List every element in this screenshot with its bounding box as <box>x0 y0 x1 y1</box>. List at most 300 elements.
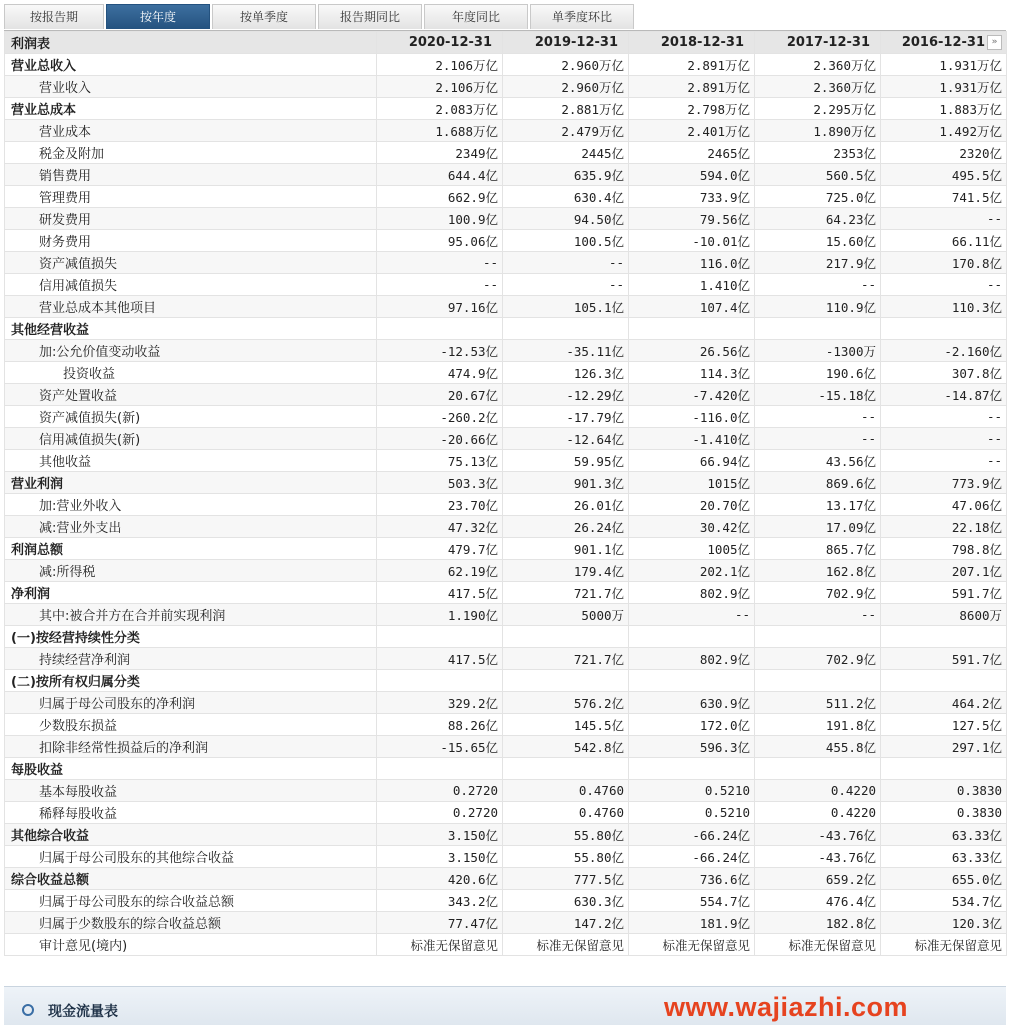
table-cell <box>755 626 881 648</box>
table-row <box>5 604 1007 626</box>
table-cell: 901.1亿 <box>503 538 629 560</box>
table-cell: 741.5亿 <box>881 186 1007 208</box>
table-cell: 标准无保留意见 <box>755 934 881 956</box>
table-cell: 736.6亿 <box>629 868 755 890</box>
table-row <box>5 208 1007 230</box>
table-cell: 0.4220 <box>755 780 881 802</box>
table-cell: 659.2亿 <box>755 868 881 890</box>
tab-0[interactable]: 按报告期 <box>4 4 104 29</box>
table-row <box>5 780 1007 802</box>
tab-1[interactable]: 按年度 <box>106 4 210 29</box>
row-label: 其他收益 <box>5 450 377 472</box>
row-label: 基本每股收益 <box>5 780 377 802</box>
table-cell: 5000万 <box>503 604 629 626</box>
table-cell: 798.8亿 <box>881 538 1007 560</box>
row-label: 归属于母公司股东的净利润 <box>5 692 377 714</box>
table-cell: -- <box>881 450 1007 472</box>
table-cell: -35.11亿 <box>503 340 629 362</box>
table-cell: 2.881万亿 <box>503 98 629 120</box>
table-cell: -260.2亿 <box>377 406 503 428</box>
table-cell <box>755 318 881 340</box>
table-cell <box>377 758 503 780</box>
tab-3[interactable]: 报告期同比 <box>318 4 422 29</box>
table-cell: 100.9亿 <box>377 208 503 230</box>
row-label: (二)按所有权归属分类 <box>5 670 377 692</box>
table-cell: 1015亿 <box>629 472 755 494</box>
table-cell: 20.67亿 <box>377 384 503 406</box>
table-cell: 542.8亿 <box>503 736 629 758</box>
table-cell: 62.19亿 <box>377 560 503 582</box>
table-title: 利润表 <box>5 32 377 54</box>
table-cell: 560.5亿 <box>755 164 881 186</box>
table-cell: 901.3亿 <box>503 472 629 494</box>
table-cell: 100.5亿 <box>503 230 629 252</box>
table-cell: 标准无保留意见 <box>503 934 629 956</box>
table-row <box>5 824 1007 846</box>
report-period-tabs <box>4 4 636 31</box>
table-cell: 0.3830 <box>881 780 1007 802</box>
table-cell: -- <box>755 428 881 450</box>
table-row <box>5 296 1007 318</box>
table-cell: -- <box>881 274 1007 296</box>
column-date-label: 2017-12-31 <box>786 35 870 50</box>
table-cell: 2320亿 <box>881 142 1007 164</box>
tab-2[interactable]: 按单季度 <box>212 4 316 29</box>
table-cell: 120.3亿 <box>881 912 1007 934</box>
table-cell: 126.3亿 <box>503 362 629 384</box>
row-label: 每股收益 <box>5 758 377 780</box>
table-cell: 417.5亿 <box>377 648 503 670</box>
table-row <box>5 318 1007 340</box>
row-label: 投资收益 <box>5 362 377 384</box>
table-cell: -- <box>503 274 629 296</box>
table-cell: 655.0亿 <box>881 868 1007 890</box>
table-cell <box>881 626 1007 648</box>
table-cell: 474.9亿 <box>377 362 503 384</box>
table-cell: -1300万 <box>755 340 881 362</box>
column-header-date <box>377 32 503 54</box>
table-cell: 3.150亿 <box>377 824 503 846</box>
row-label: 加:公允价值变动收益 <box>5 340 377 362</box>
table-cell: 17.09亿 <box>755 516 881 538</box>
table-row <box>5 868 1007 890</box>
table-cell: 110.9亿 <box>755 296 881 318</box>
table-cell: 2.891万亿 <box>629 54 755 76</box>
table-cell: 576.2亿 <box>503 692 629 714</box>
table-cell: 标准无保留意见 <box>377 934 503 956</box>
table-row <box>5 76 1007 98</box>
table-row <box>5 516 1007 538</box>
table-cell: -10.01亿 <box>629 230 755 252</box>
table-cell: 297.1亿 <box>881 736 1007 758</box>
table-row <box>5 472 1007 494</box>
table-cell: 417.5亿 <box>377 582 503 604</box>
table-cell: 591.7亿 <box>881 648 1007 670</box>
table-cell: 170.8亿 <box>881 252 1007 274</box>
row-label: 综合收益总额 <box>5 868 377 890</box>
table-row <box>5 142 1007 164</box>
table-cell: 64.23亿 <box>755 208 881 230</box>
table-cell: 455.8亿 <box>755 736 881 758</box>
income-statement-table <box>4 31 1007 956</box>
table-cell: 1.931万亿 <box>881 54 1007 76</box>
table-row <box>5 494 1007 516</box>
row-label: 营业总成本 <box>5 98 377 120</box>
column-date-label: 2016-12-31 <box>901 35 985 50</box>
table-cell: 217.9亿 <box>755 252 881 274</box>
table-cell: 191.8亿 <box>755 714 881 736</box>
table-row <box>5 934 1007 956</box>
table-cell: 55.80亿 <box>503 824 629 846</box>
table-cell: -- <box>755 274 881 296</box>
table-cell <box>629 670 755 692</box>
table-row <box>5 384 1007 406</box>
table-cell: 725.0亿 <box>755 186 881 208</box>
row-label: 归属于少数股东的综合收益总额 <box>5 912 377 934</box>
table-cell: 172.0亿 <box>629 714 755 736</box>
table-cell: 495.5亿 <box>881 164 1007 186</box>
table-cell: 721.7亿 <box>503 648 629 670</box>
table-cell: 1.883万亿 <box>881 98 1007 120</box>
table-row <box>5 274 1007 296</box>
table-cell: 26.01亿 <box>503 494 629 516</box>
table-cell: 63.33亿 <box>881 824 1007 846</box>
table-cell: 145.5亿 <box>503 714 629 736</box>
table-cell: -- <box>503 252 629 274</box>
row-label: 扣除非经常性损益后的净利润 <box>5 736 377 758</box>
table-cell: 773.9亿 <box>881 472 1007 494</box>
table-row <box>5 714 1007 736</box>
table-cell: 77.47亿 <box>377 912 503 934</box>
table-cell: 23.70亿 <box>377 494 503 516</box>
table-cell: 97.16亿 <box>377 296 503 318</box>
table-cell: 110.3亿 <box>881 296 1007 318</box>
table-cell: -7.420亿 <box>629 384 755 406</box>
table-cell: 1.688万亿 <box>377 120 503 142</box>
table-cell: -- <box>377 274 503 296</box>
table-cell: 1.410亿 <box>629 274 755 296</box>
table-row <box>5 428 1007 450</box>
row-label: 审计意见(境内) <box>5 934 377 956</box>
table-cell: 55.80亿 <box>503 846 629 868</box>
table-cell: 869.6亿 <box>755 472 881 494</box>
row-label: 减:所得税 <box>5 560 377 582</box>
table-cell: 802.9亿 <box>629 582 755 604</box>
row-label: 其他经营收益 <box>5 318 377 340</box>
table-cell: 190.6亿 <box>755 362 881 384</box>
table-cell: 26.24亿 <box>503 516 629 538</box>
table-cell <box>755 670 881 692</box>
table-cell: 329.2亿 <box>377 692 503 714</box>
table-row <box>5 912 1007 934</box>
table-row <box>5 230 1007 252</box>
table-cell: 2.479万亿 <box>503 120 629 142</box>
table-cell: 94.50亿 <box>503 208 629 230</box>
table-cell: 0.4220 <box>755 802 881 824</box>
table-row <box>5 648 1007 670</box>
table-cell: 114.3亿 <box>629 362 755 384</box>
table-cell: 2.106万亿 <box>377 76 503 98</box>
table-cell: -43.76亿 <box>755 824 881 846</box>
table-cell: 2349亿 <box>377 142 503 164</box>
table-cell: -1.410亿 <box>629 428 755 450</box>
table-cell: 182.8亿 <box>755 912 881 934</box>
row-label: 税金及附加 <box>5 142 377 164</box>
table-cell: 594.0亿 <box>629 164 755 186</box>
table-cell: 0.5210 <box>629 802 755 824</box>
table-cell: 95.06亿 <box>377 230 503 252</box>
table-cell: 464.2亿 <box>881 692 1007 714</box>
table-cell: 162.8亿 <box>755 560 881 582</box>
table-cell: 147.2亿 <box>503 912 629 934</box>
table-row <box>5 406 1007 428</box>
table-cell: 2.960万亿 <box>503 76 629 98</box>
table-cell: 777.5亿 <box>503 868 629 890</box>
table-row <box>5 582 1007 604</box>
table-row <box>5 560 1007 582</box>
row-label: 研发费用 <box>5 208 377 230</box>
column-header-date <box>629 32 755 54</box>
table-cell: -15.18亿 <box>755 384 881 406</box>
row-label: 信用减值损失(新) <box>5 428 377 450</box>
table-cell: 2.360万亿 <box>755 54 881 76</box>
table-cell: 116.0亿 <box>629 252 755 274</box>
table-row <box>5 340 1007 362</box>
table-cell: 88.26亿 <box>377 714 503 736</box>
table-cell: 59.95亿 <box>503 450 629 472</box>
table-row <box>5 98 1007 120</box>
table-cell <box>377 626 503 648</box>
table-cell: 标准无保留意见 <box>881 934 1007 956</box>
table-cell: 8600万 <box>881 604 1007 626</box>
table-cell <box>503 670 629 692</box>
tab-5[interactable]: 单季度环比 <box>530 4 634 29</box>
table-cell: 534.7亿 <box>881 890 1007 912</box>
table-cell: 63.33亿 <box>881 846 1007 868</box>
table-cell: 1.890万亿 <box>755 120 881 142</box>
table-cell: 66.94亿 <box>629 450 755 472</box>
table-cell: 721.7亿 <box>503 582 629 604</box>
table-cell <box>881 318 1007 340</box>
table-cell: 30.42亿 <box>629 516 755 538</box>
table-cell: 0.4760 <box>503 780 629 802</box>
table-row <box>5 802 1007 824</box>
table-row <box>5 626 1007 648</box>
table-row <box>5 186 1007 208</box>
table-cell: 420.6亿 <box>377 868 503 890</box>
table-cell: 503.3亿 <box>377 472 503 494</box>
table-cell: -12.29亿 <box>503 384 629 406</box>
row-label: 营业总收入 <box>5 54 377 76</box>
table-cell: 511.2亿 <box>755 692 881 714</box>
table-cell: 1005亿 <box>629 538 755 560</box>
table-cell: 26.56亿 <box>629 340 755 362</box>
table-cell: 0.4760 <box>503 802 629 824</box>
tab-4[interactable]: 年度同比 <box>424 4 528 29</box>
table-cell: -- <box>881 208 1007 230</box>
table-cell: 0.2720 <box>377 802 503 824</box>
table-cell <box>629 626 755 648</box>
table-cell: 479.7亿 <box>377 538 503 560</box>
table-cell: 591.7亿 <box>881 582 1007 604</box>
table-cell: 2.360万亿 <box>755 76 881 98</box>
table-cell: 2.891万亿 <box>629 76 755 98</box>
table-cell: 476.4亿 <box>755 890 881 912</box>
row-label: 财务费用 <box>5 230 377 252</box>
table-cell <box>377 318 503 340</box>
table-cell: 127.5亿 <box>881 714 1007 736</box>
table-row <box>5 846 1007 868</box>
table-row <box>5 54 1007 76</box>
table-cell: -15.65亿 <box>377 736 503 758</box>
row-label: 营业总成本其他项目 <box>5 296 377 318</box>
table-cell: 2.798万亿 <box>629 98 755 120</box>
row-label: 加:营业外收入 <box>5 494 377 516</box>
table-cell: 596.3亿 <box>629 736 755 758</box>
table-cell: -- <box>629 604 755 626</box>
row-label: 营业收入 <box>5 76 377 98</box>
table-row <box>5 538 1007 560</box>
table-cell: 13.17亿 <box>755 494 881 516</box>
table-cell: 644.4亿 <box>377 164 503 186</box>
table-cell: -12.64亿 <box>503 428 629 450</box>
section-title: 现金流量表 <box>48 1004 118 1020</box>
table-cell <box>629 318 755 340</box>
table-cell: 1.190亿 <box>377 604 503 626</box>
column-date-label: 2018-12-31 <box>660 35 744 50</box>
table-cell <box>377 670 503 692</box>
table-cell: -- <box>755 604 881 626</box>
table-row <box>5 670 1007 692</box>
table-row <box>5 362 1007 384</box>
table-cell: 0.2720 <box>377 780 503 802</box>
table-cell: 343.2亿 <box>377 890 503 912</box>
table-row <box>5 450 1007 472</box>
table-cell: -2.160亿 <box>881 340 1007 362</box>
table-cell <box>503 626 629 648</box>
table-cell: 207.1亿 <box>881 560 1007 582</box>
table-cell: -116.0亿 <box>629 406 755 428</box>
table-cell: 2.295万亿 <box>755 98 881 120</box>
table-cell: 20.70亿 <box>629 494 755 516</box>
table-cell: 181.9亿 <box>629 912 755 934</box>
table-cell: 47.32亿 <box>377 516 503 538</box>
table-cell: -66.24亿 <box>629 824 755 846</box>
table-cell <box>755 758 881 780</box>
table-cell: -17.79亿 <box>503 406 629 428</box>
column-date-label: 2019-12-31 <box>534 35 618 50</box>
table-cell <box>503 318 629 340</box>
table-row <box>5 252 1007 274</box>
table-cell: 2.401万亿 <box>629 120 755 142</box>
double-chevron-right-icon[interactable]: » <box>987 35 1002 50</box>
row-label: 减:营业外支出 <box>5 516 377 538</box>
table-cell <box>881 670 1007 692</box>
table-cell: 2353亿 <box>755 142 881 164</box>
table-cell: 79.56亿 <box>629 208 755 230</box>
table-body <box>5 54 1007 956</box>
row-label: 资产减值损失 <box>5 252 377 274</box>
watermark-text: www.wajiazhi.com <box>664 992 909 1022</box>
table-cell: 307.8亿 <box>881 362 1007 384</box>
table-row <box>5 758 1007 780</box>
table-cell: 865.7亿 <box>755 538 881 560</box>
row-label: 稀释每股收益 <box>5 802 377 824</box>
table-cell: 630.3亿 <box>503 890 629 912</box>
table-cell <box>629 758 755 780</box>
row-label: 利润总额 <box>5 538 377 560</box>
row-label: 营业利润 <box>5 472 377 494</box>
table-header-row <box>5 32 1007 54</box>
table-cell: 733.9亿 <box>629 186 755 208</box>
table-cell: 105.1亿 <box>503 296 629 318</box>
table-cell: 标准无保留意见 <box>629 934 755 956</box>
row-label: 少数股东损益 <box>5 714 377 736</box>
table-cell: -66.24亿 <box>629 846 755 868</box>
table-cell: 630.4亿 <box>503 186 629 208</box>
table-cell: 202.1亿 <box>629 560 755 582</box>
table-cell <box>503 758 629 780</box>
table-cell: 802.9亿 <box>629 648 755 670</box>
table-cell: -20.66亿 <box>377 428 503 450</box>
row-label: 营业成本 <box>5 120 377 142</box>
row-label: 资产减值损失(新) <box>5 406 377 428</box>
row-label: 销售费用 <box>5 164 377 186</box>
table-cell: 179.4亿 <box>503 560 629 582</box>
table-cell: 554.7亿 <box>629 890 755 912</box>
row-label: 持续经营净利润 <box>5 648 377 670</box>
table-cell: 635.9亿 <box>503 164 629 186</box>
table-cell: 662.9亿 <box>377 186 503 208</box>
table-row <box>5 164 1007 186</box>
table-cell: -43.76亿 <box>755 846 881 868</box>
table-cell: 2.960万亿 <box>503 54 629 76</box>
table-cell: 47.06亿 <box>881 494 1007 516</box>
table-cell: 1.492万亿 <box>881 120 1007 142</box>
table-row <box>5 890 1007 912</box>
table-cell: 107.4亿 <box>629 296 755 318</box>
column-header-date <box>755 32 881 54</box>
row-label: (一)按经营持续性分类 <box>5 626 377 648</box>
table-cell: 43.56亿 <box>755 450 881 472</box>
row-label: 管理费用 <box>5 186 377 208</box>
row-label: 其他综合收益 <box>5 824 377 846</box>
table-cell: 702.9亿 <box>755 582 881 604</box>
table-cell: 66.11亿 <box>881 230 1007 252</box>
table-row <box>5 120 1007 142</box>
table-cell: -14.87亿 <box>881 384 1007 406</box>
table-cell: -- <box>881 428 1007 450</box>
table-cell: 630.9亿 <box>629 692 755 714</box>
table-cell: -- <box>755 406 881 428</box>
table-cell: 0.3830 <box>881 802 1007 824</box>
table-cell: 702.9亿 <box>755 648 881 670</box>
table-cell: 75.13亿 <box>377 450 503 472</box>
table-cell: 0.5210 <box>629 780 755 802</box>
column-header-date <box>881 32 1007 54</box>
row-label: 归属于母公司股东的综合收益总额 <box>5 890 377 912</box>
row-label: 信用减值损失 <box>5 274 377 296</box>
row-label: 资产处置收益 <box>5 384 377 406</box>
table-cell: -- <box>377 252 503 274</box>
table-cell: 2445亿 <box>503 142 629 164</box>
circle-bullet-icon <box>22 1004 34 1016</box>
table-cell: -12.53亿 <box>377 340 503 362</box>
table-cell <box>881 758 1007 780</box>
table-cell: 2465亿 <box>629 142 755 164</box>
column-header-date <box>503 32 629 54</box>
table-row <box>5 736 1007 758</box>
